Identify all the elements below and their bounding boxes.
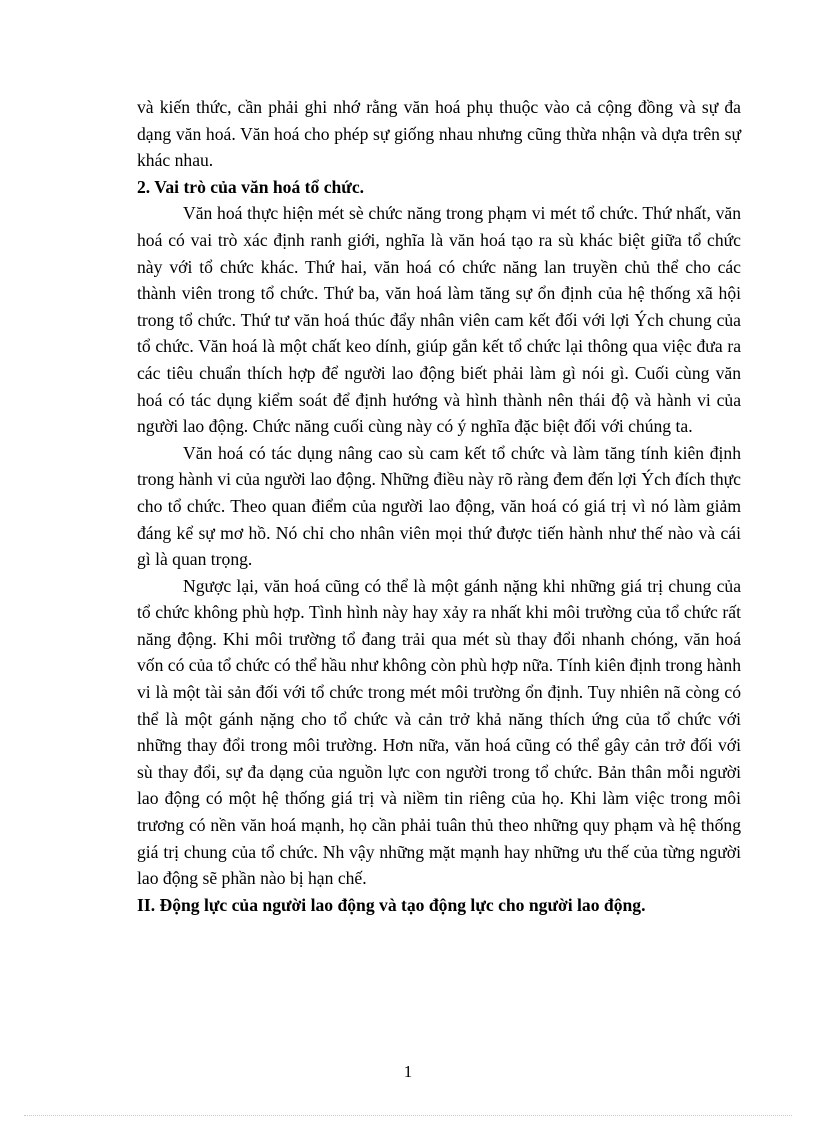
paragraph-culture-functions: Văn hoá thực hiện mét sè chức năng trong phạm vi mét tổ chức. Thứ nhất, văn hoá có vai trò xác định ranh giới, nghĩa là văn hoá tạo ra sù khác biệt giữa tổ chức này với tổ chức khác. Thứ hai, văn hoá có chức năng lan truyền chủ thể cho các thành viên trong tổ chức. Thứ ba, văn hoá làm tăng sự ổn định của hệ thống xã hội trong tổ chức. Thứ tư văn hoá thúc đẩy nhân viên cam kết đối với lợi Ých chung của tổ chức. Văn hoá là một chất keo dính, giúp gắn kết tổ chức lại thông qua việc đưa ra các tiêu chuẩn thích hợp để người lao động biết phải làm gì nói gì. Cuối cùng văn hoá có tác dụng kiểm soát để định hướng và hình thành nên thái độ và hành vi của người lao động. Chức năng cuối cùng này có ý nghĩa đặc biệt đối với chúng ta. bbox=[137, 203, 741, 437]
section-heading-motivation: II. Động lực của người lao động và tạo động lực cho người lao động. bbox=[137, 894, 646, 915]
paragraph-culture-commitment: Văn hoá có tác dụng nâng cao sù cam kết tổ chức và làm tăng tính kiên định trong hành vi của người lao động. Những điều này rõ ràng đem đến lợi Ých đích thực cho tổ chức. Theo quan điểm của người lao động, văn hoá có giá trị vì nó làm giảm đáng kể sự mơ hồ. Nó chỉ cho nhân viên mọi thứ được tiến hành như thế nào và cái gì là quan trọng. bbox=[137, 442, 741, 570]
document-body bbox=[137, 94, 741, 918]
paragraph-continuation: và kiến thức, cần phải ghi nhớ rằng văn hoá phụ thuộc vào cả cộng đồng và sự đa dạng văn hoá. Văn hoá cho phép sự giống nhau nhưng cũng thừa nhận và dựa trên sự khác nhau. bbox=[137, 97, 741, 171]
paragraph-culture-burden: Ngược lại, văn hoá cũng có thể là một gánh nặng khi những giá trị chung của tổ chức không phù hợp. Tình hình này hay xảy ra nhất khi môi trường của tổ chức rất năng động. Khi môi trường tổ đang trải qua mét sù thay đổi nhanh chóng, văn hoá vốn có của tổ chức có thể hầu như không còn phù hợp nữa. Tính kiên định trong hành vi là một tài sản đối với tổ chức trong mét môi trường ổn định. Tuy nhiên nã còng có thể là một gánh nặng cho tổ chức và cản trở khả năng thích ứng của tổ chức với những thay đổi trong môi trường. Hơn nữa, văn hoá cũng có thể gây cản trở đối với sù thay đổi, sự đa dạng của nguồn lực con người trong tổ chức. Bản thân mỗi người lao động có một hệ thống giá trị và niềm tin riêng của họ. Khi làm việc trong môi trương có nền văn hoá mạnh, họ cần phải tuân thủ theo những quy phạm và hệ thống giá trị chung của tổ chức. Nh vậy những mặt mạnh hay những ưu thế của từng người lao động sẽ phần nào bị hạn chế. bbox=[137, 575, 741, 889]
page-number: 1 bbox=[403, 1062, 413, 1081]
footer-divider bbox=[24, 1115, 792, 1116]
section-heading-role-of-culture: 2. Vai trò của văn hoá tổ chức. bbox=[137, 176, 365, 197]
